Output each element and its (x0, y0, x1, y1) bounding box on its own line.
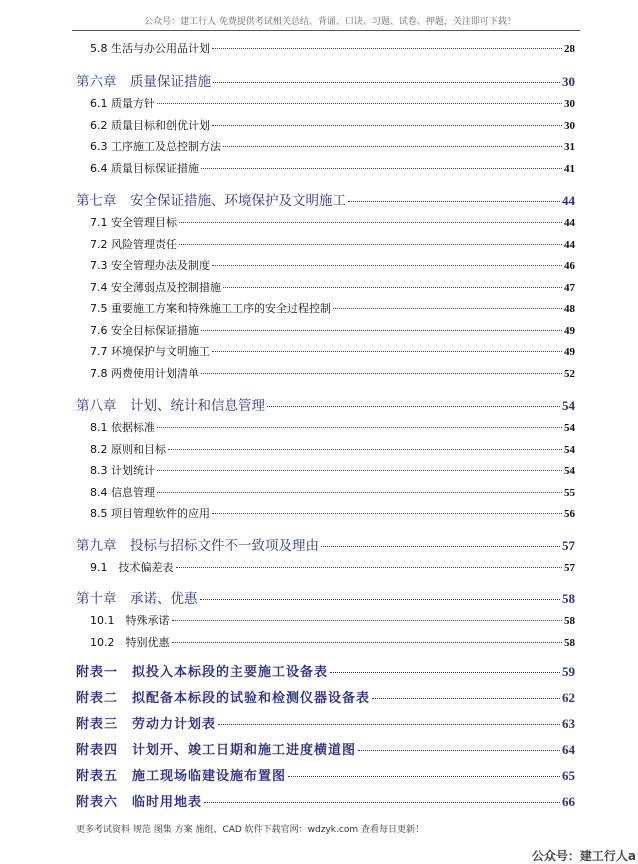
toc-dot-leader (201, 373, 562, 374)
toc-entry-title: 7.5 重要施工方案和特殊施工工序的安全过程控制 (90, 302, 331, 315)
toc-entry-8-2[interactable] (90, 441, 575, 457)
toc-entry-page: 28 (564, 43, 575, 55)
footer-note: 更多考试资料 规范 图集 方案 施组、CAD 软件下载官网：wdzyk.com 查看每日更新！ (76, 825, 424, 835)
toc-entry-9-1[interactable] (90, 559, 575, 575)
toc-chapter-9[interactable] (76, 534, 575, 554)
toc-entry-page: 31 (564, 141, 575, 153)
toc-entry-page: 49 (564, 325, 575, 337)
toc-dot-leader (212, 351, 562, 352)
toc-dot-leader (168, 449, 562, 450)
toc-entry-page: 57 (564, 562, 575, 574)
toc-appendix-2[interactable] (76, 687, 575, 706)
toc-dot-leader (172, 642, 563, 643)
toc-chapter-10[interactable] (76, 587, 575, 607)
toc-entry-page: 30 (564, 98, 575, 110)
toc-entry-10-1[interactable] (90, 612, 575, 628)
toc-entry-title: 9.1 技术偏差表 (90, 561, 174, 574)
toc-entry-page: 41 (564, 163, 575, 175)
toc-appendix-6[interactable] (76, 791, 575, 810)
toc-appendix-1[interactable] (76, 661, 575, 680)
toc-appendix-page: 65 (562, 768, 575, 783)
toc-entry-page: 58 (564, 637, 575, 649)
toc-dot-leader (179, 222, 562, 223)
toc-dot-leader (157, 470, 562, 471)
toc-appendix-3[interactable] (76, 713, 575, 732)
toc-entry-8-1[interactable] (90, 419, 575, 435)
toc-entry-page: 30 (564, 120, 575, 132)
toc-appendix-page: 64 (562, 742, 575, 757)
header-banner: 公众号：建工行人 免费提供考试相关总结、背诵、口诀、习题、试卷、押题，关注即可下载！ (144, 17, 516, 27)
toc-dot-leader (288, 776, 560, 777)
toc-chapter-title: 第六章 质量保证措施 (76, 74, 211, 90)
toc-entry-page: 48 (564, 303, 575, 315)
toc-dot-leader (212, 265, 562, 266)
toc-dot-leader (157, 103, 562, 104)
toc-appendix-title: 附表四 计划开、竣工日期和施工进度横道图 (76, 743, 357, 758)
toc-entry-10-2[interactable] (90, 634, 575, 650)
toc-dot-leader (157, 492, 562, 493)
toc-dot-leader (213, 82, 560, 83)
toc-entry-title: 7.4 安全薄弱点及控制措施 (90, 281, 221, 294)
toc-entry-7-5[interactable] (90, 300, 575, 316)
toc-entry-6-1[interactable] (90, 95, 575, 111)
watermark: 公众号：建工行人a (531, 849, 636, 863)
toc-entry-title: 7.8 两费使用计划清单 (90, 367, 199, 380)
toc-appendix-title: 附表五 施工现场临建设施布置图 (76, 769, 287, 784)
toc-entry-title: 8.2 原则和目标 (90, 443, 166, 456)
toc-dot-leader (179, 244, 562, 245)
toc-entry-7-4[interactable] (90, 279, 575, 295)
toc-chapter-page: 57 (562, 538, 575, 553)
toc-chapter-page: 30 (562, 74, 575, 89)
toc-appendix-page: 66 (562, 794, 575, 809)
toc-dot-leader (212, 125, 562, 126)
toc-entry-6-4[interactable] (90, 160, 575, 176)
toc-entry-page: 54 (564, 422, 575, 434)
toc-dot-leader (333, 308, 562, 309)
toc-chapter-page: 54 (562, 398, 575, 413)
toc-entry-6-2[interactable] (90, 117, 575, 133)
toc-entry-7-8[interactable] (90, 365, 575, 381)
toc-dot-leader (223, 146, 562, 147)
toc-entry-7-3[interactable] (90, 257, 575, 273)
toc-entry-page: 46 (564, 260, 575, 272)
toc-entry-7-7[interactable] (90, 343, 575, 359)
toc-entry-page: 55 (564, 487, 575, 499)
toc-entry-title: 6.4 质量目标保证措施 (90, 162, 199, 175)
toc-entry-title: 10.1 特殊承诺 (90, 614, 170, 627)
toc-entry-page: 44 (564, 217, 575, 229)
toc-entry-page: 56 (564, 508, 575, 520)
toc-appendix-title: 附表三 劳动力计划表 (76, 717, 217, 732)
toc-entry-6-3[interactable] (90, 138, 575, 154)
toc-entry-page: 58 (564, 615, 575, 627)
toc-dot-leader (200, 599, 561, 600)
toc-entry-title: 6.1 质量方针 (90, 97, 155, 110)
toc-entry-title: 7.2 风险管理责任 (90, 238, 177, 251)
toc-entry-page: 52 (564, 368, 575, 380)
toc-entry-page: 54 (564, 465, 575, 477)
toc-appendix-title: 附表二 拟配备本标段的试验和检测仪器设备表 (76, 691, 371, 706)
toc-entry-title: 7.7 环境保护与文明施工 (90, 345, 210, 358)
toc-entry-title: 6.3 工序施工及总控制方法 (90, 140, 221, 153)
toc-chapter-7[interactable] (76, 189, 575, 209)
toc-appendix-page: 63 (562, 716, 575, 731)
toc-dot-leader (218, 724, 560, 725)
toc-dot-leader (223, 287, 562, 288)
toc-entry-title: 7.6 安全目标保证措施 (90, 324, 199, 337)
toc-chapter-page: 44 (562, 193, 575, 208)
toc-entry-8-5[interactable] (90, 505, 575, 521)
toc-dot-leader (201, 330, 562, 331)
toc-entry-5-8[interactable] (90, 40, 575, 56)
toc-entry-page: 49 (564, 346, 575, 358)
toc-appendix-title: 附表一 拟投入本标段的主要施工设备表 (76, 665, 329, 680)
toc-dot-leader (358, 750, 560, 751)
toc-dot-leader (201, 168, 562, 169)
toc-entry-title: 6.2 质量目标和创优计划 (90, 119, 210, 132)
toc-dot-leader (204, 802, 560, 803)
toc-entry-title: 8.3 计划统计 (90, 464, 155, 477)
toc-entry-page: 54 (564, 444, 575, 456)
toc-chapter-page: 58 (562, 591, 575, 606)
toc-dot-leader (321, 546, 560, 547)
toc-dot-leader (172, 620, 563, 621)
toc-chapter-8[interactable] (76, 394, 575, 414)
toc-entry-title: 8.4 信息管理 (90, 486, 155, 499)
toc-entry-title: 7.1 安全管理目标 (90, 216, 177, 229)
toc-appendix-title: 附表六 临时用地表 (76, 795, 203, 810)
toc-appendix-5[interactable] (76, 765, 575, 784)
toc-entry-title: 7.3 安全管理办法及制度 (90, 259, 210, 272)
toc-entry-8-4[interactable] (90, 484, 575, 500)
toc-entry-title: 10.2 特别优惠 (90, 636, 170, 649)
toc-dot-leader (348, 201, 560, 202)
toc-dot-leader (372, 698, 560, 699)
toc-entry-7-1[interactable] (90, 214, 575, 230)
toc-chapter-title: 第八章 计划、统计和信息管理 (76, 398, 265, 414)
toc-entry-7-2[interactable] (90, 236, 575, 252)
toc-appendix-4[interactable] (76, 739, 575, 758)
toc-dot-leader (157, 427, 562, 428)
toc-entry-7-6[interactable] (90, 322, 575, 338)
toc-appendix-page: 59 (562, 664, 575, 679)
toc-dot-leader (267, 406, 560, 407)
toc-dot-leader (212, 48, 562, 49)
toc-entry-page: 47 (564, 282, 575, 294)
toc-chapter-title: 第十章 承诺、优惠 (76, 591, 198, 607)
toc-dot-leader (212, 513, 562, 514)
toc-appendix-page: 62 (562, 690, 575, 705)
toc-entry-title: 8.1 依据标准 (90, 421, 155, 434)
toc-dot-leader (330, 672, 560, 673)
toc-entry-8-3[interactable] (90, 462, 575, 478)
toc-entry-title: 5.8 生活与办公用品计划 (90, 42, 210, 55)
toc-chapter-title: 第九章 投标与招标文件不一致项及理由 (76, 538, 319, 554)
toc-chapter-title: 第七章 安全保证措施、环境保护及文明施工 (76, 193, 346, 209)
toc-chapter-6[interactable] (76, 70, 575, 90)
toc-entry-page: 44 (564, 239, 575, 251)
toc-dot-leader (176, 567, 563, 568)
toc-entry-title: 8.5 项目管理软件的应用 (90, 507, 210, 520)
